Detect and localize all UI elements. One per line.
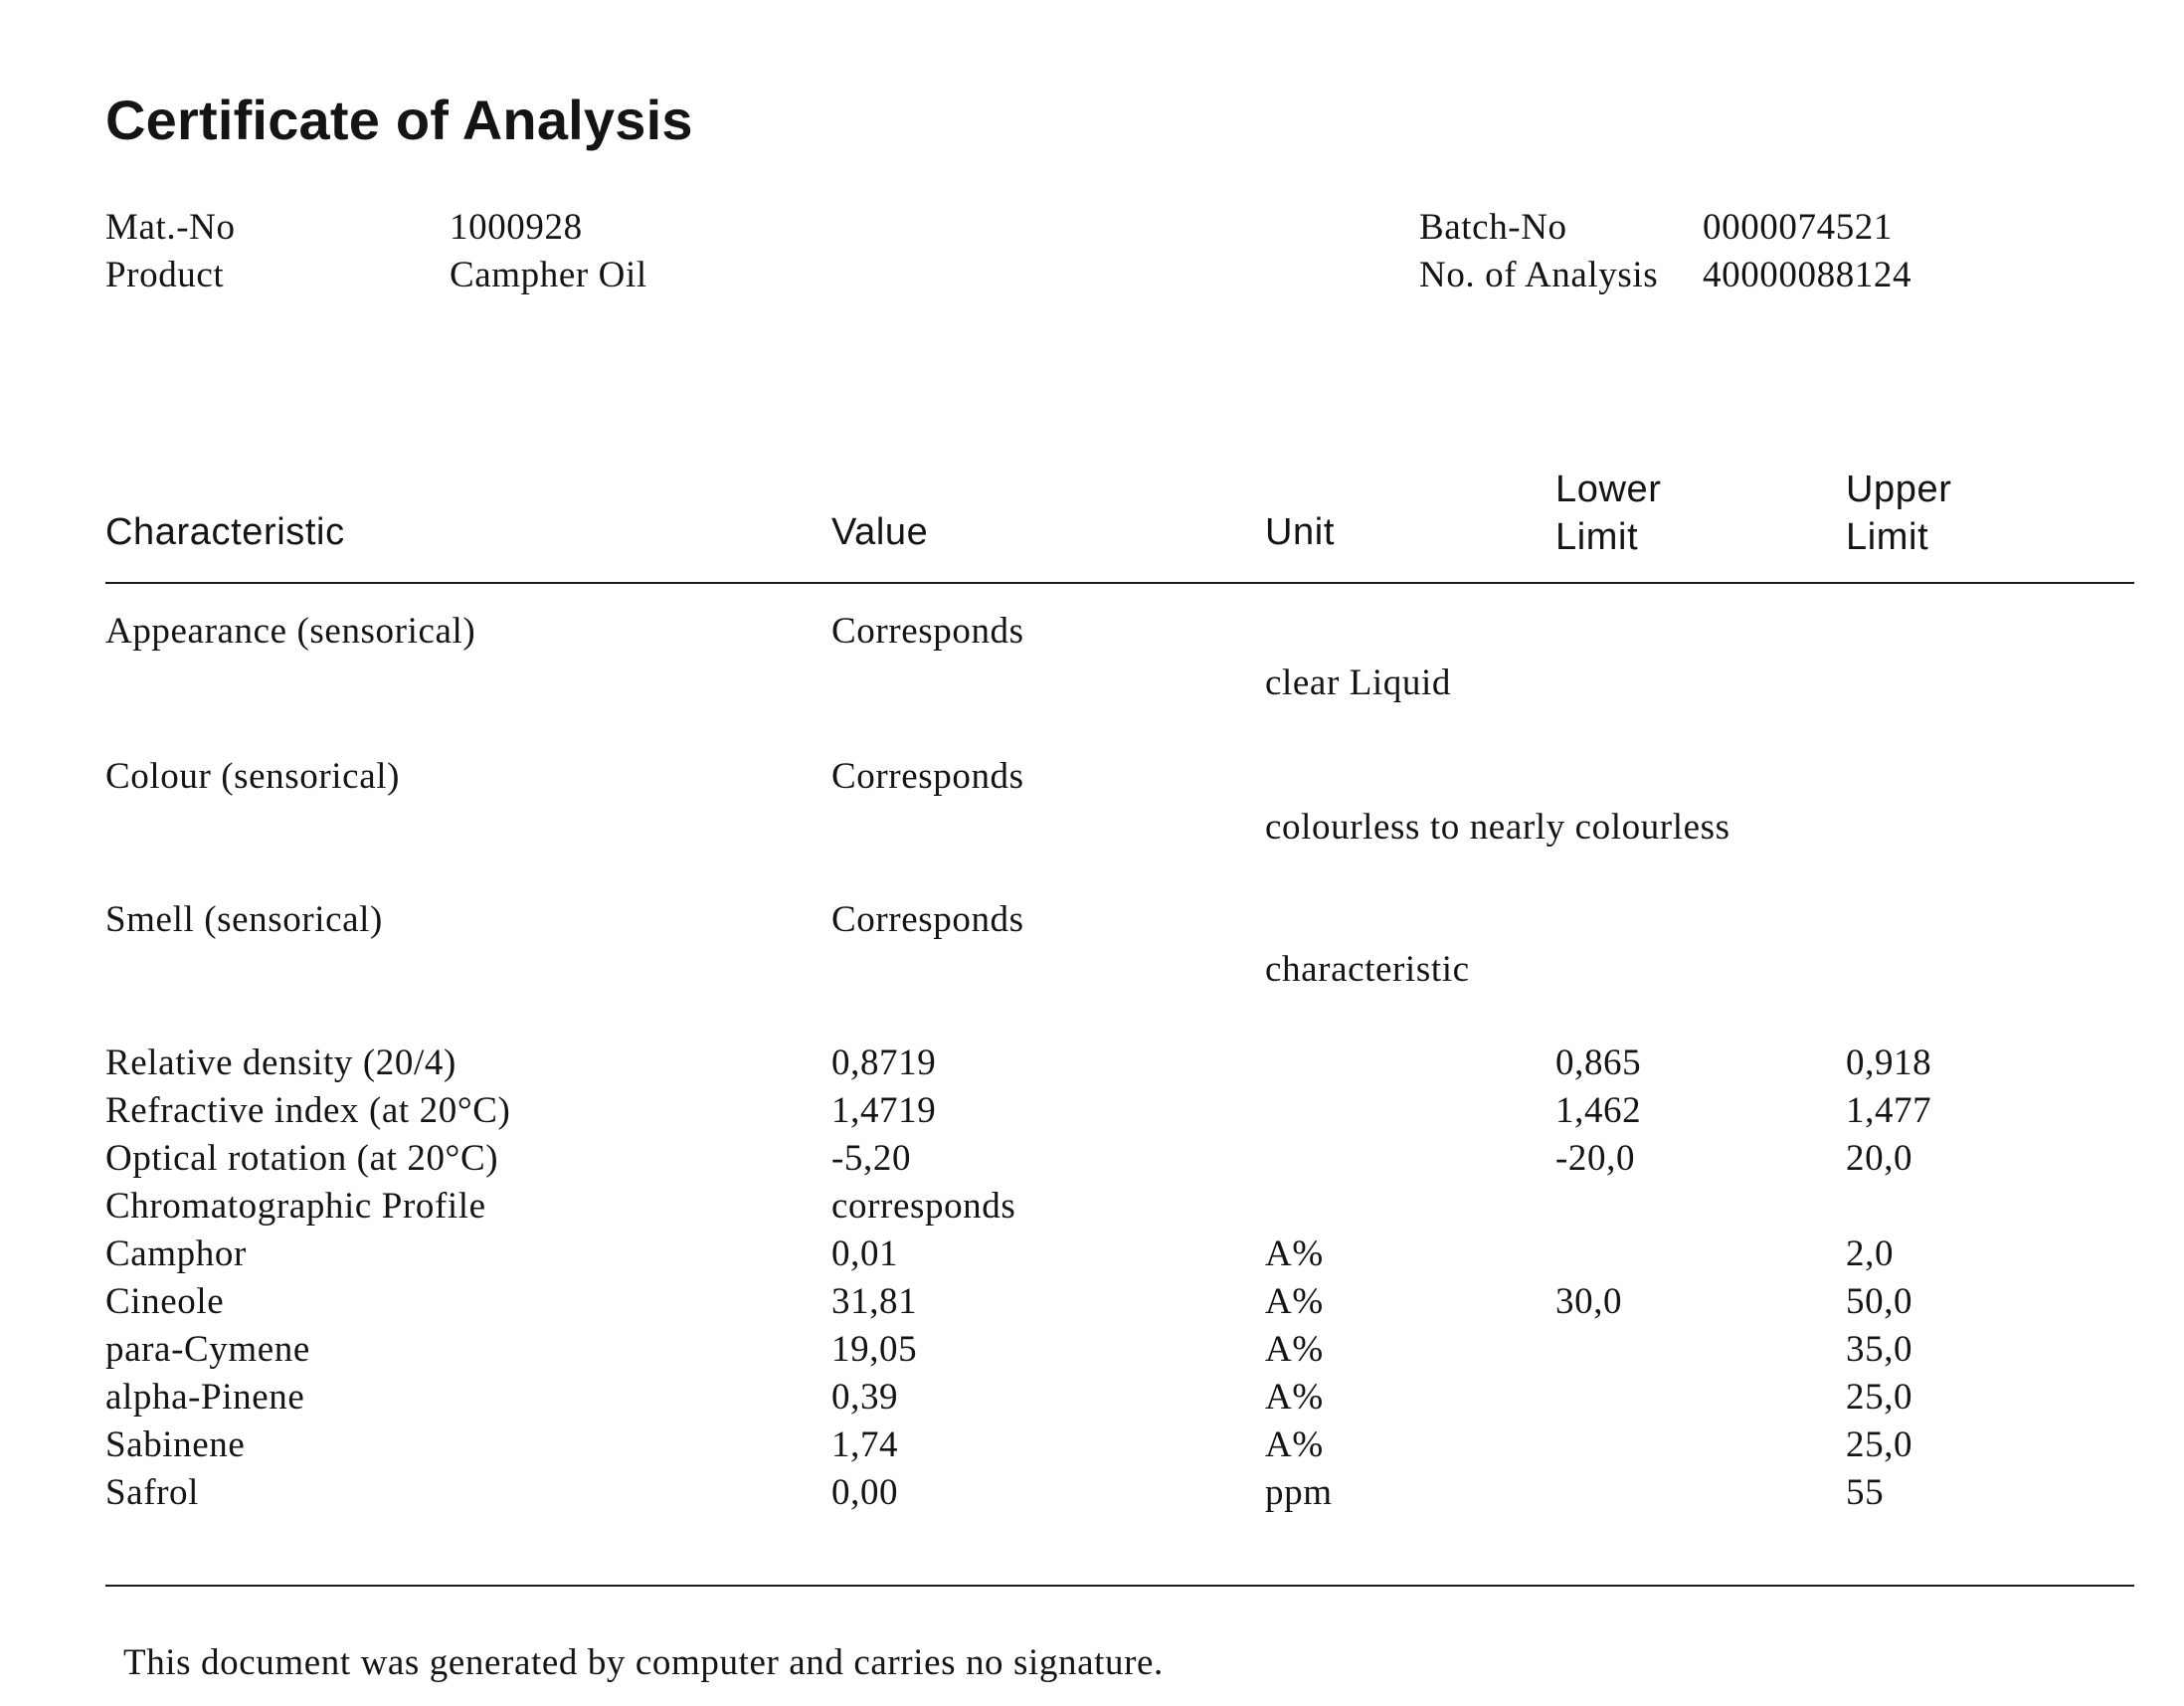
value-cell: Corresponds xyxy=(831,611,1024,652)
characteristic-cell: Camphor xyxy=(105,1233,247,1274)
characteristic-cell: Smell (sensorical) xyxy=(105,899,383,940)
document-title: Certificate of Analysis xyxy=(105,89,693,151)
value-cell: corresponds xyxy=(831,1186,1016,1227)
characteristic-cell: para-Cymene xyxy=(105,1329,310,1370)
header-characteristic: Characteristic xyxy=(105,511,345,553)
value-cell: Corresponds xyxy=(831,899,1024,940)
mat-no-value: 1000928 xyxy=(450,207,583,248)
batch-no-label: Batch-No xyxy=(1419,207,1567,248)
characteristic-cell: Safrol xyxy=(105,1472,200,1513)
product-value: Campher Oil xyxy=(450,255,647,295)
unit-cell: A% xyxy=(1265,1424,1324,1465)
value-cell: Corresponds xyxy=(831,756,1024,797)
characteristic-cell: alpha-Pinene xyxy=(105,1377,305,1418)
unit-cell: A% xyxy=(1265,1329,1324,1370)
unit-cell: A% xyxy=(1265,1377,1324,1418)
value-cell: 1,4719 xyxy=(831,1090,937,1131)
value-cell: 0,01 xyxy=(831,1233,899,1274)
header-upper-limit xyxy=(1846,466,1952,561)
analysis-no-value: 40000088124 xyxy=(1703,255,1912,295)
upper-limit-cell: 20,0 xyxy=(1846,1138,1913,1179)
header-lower-limit xyxy=(1555,466,1662,561)
footer-note: This document was generated by computer and carries no signature. xyxy=(123,1642,1164,1683)
mat-no-label: Mat.-No xyxy=(105,207,236,248)
upper-limit-cell: 2,0 xyxy=(1846,1233,1895,1274)
unit-cell: A% xyxy=(1265,1233,1324,1274)
header-lower-limit-line1: Lower xyxy=(1555,469,1662,510)
characteristic-cell: Colour (sensorical) xyxy=(105,756,401,797)
characteristic-cell: Refractive index (at 20°C) xyxy=(105,1090,511,1131)
header-upper-limit-line1: Upper xyxy=(1846,469,1952,510)
characteristic-cell: Appearance (sensorical) xyxy=(105,611,476,652)
header-value: Value xyxy=(831,511,929,553)
lower-limit-cell: 30,0 xyxy=(1555,1281,1623,1322)
characteristic-cell: Relative density (20/4) xyxy=(105,1043,456,1083)
value-cell: 0,8719 xyxy=(831,1043,937,1083)
batch-no-value: 0000074521 xyxy=(1703,207,1893,248)
unit-cell: A% xyxy=(1265,1281,1324,1322)
value-cell: 31,81 xyxy=(831,1281,918,1322)
header-unit: Unit xyxy=(1265,511,1335,553)
value-cell: 0,00 xyxy=(831,1472,899,1513)
analysis-no-label: No. of Analysis xyxy=(1419,255,1659,295)
header-upper-limit-line2: Limit xyxy=(1846,516,1929,558)
upper-limit-cell: 35,0 xyxy=(1846,1329,1913,1370)
lower-limit-cell: 0,865 xyxy=(1555,1043,1642,1083)
value-cell: 1,74 xyxy=(831,1424,899,1465)
upper-limit-cell: 50,0 xyxy=(1846,1281,1913,1322)
characteristic-cell: Cineole xyxy=(105,1281,225,1322)
value-cell: -5,20 xyxy=(831,1138,912,1179)
unit-cell: ppm xyxy=(1265,1472,1333,1513)
value-cell: 0,39 xyxy=(831,1377,899,1418)
upper-limit-cell: 0,918 xyxy=(1846,1043,1932,1083)
characteristic-cell: Optical rotation (at 20°C) xyxy=(105,1138,499,1179)
header-lower-limit-line2: Limit xyxy=(1555,516,1639,558)
upper-limit-cell: 25,0 xyxy=(1846,1424,1913,1465)
upper-limit-cell: 55 xyxy=(1846,1472,1885,1513)
spec-cell: clear Liquid xyxy=(1265,663,1451,703)
characteristic-cell: Sabinene xyxy=(105,1424,246,1465)
footer-divider xyxy=(105,1585,2134,1587)
lower-limit-cell: -20,0 xyxy=(1555,1138,1636,1179)
upper-limit-cell: 1,477 xyxy=(1846,1090,1932,1131)
header-divider xyxy=(105,582,2134,584)
spec-cell: characteristic xyxy=(1265,949,1470,990)
spec-cell: colourless to nearly colourless xyxy=(1265,807,1730,848)
value-cell: 19,05 xyxy=(831,1329,918,1370)
upper-limit-cell: 25,0 xyxy=(1846,1377,1913,1418)
lower-limit-cell: 1,462 xyxy=(1555,1090,1642,1131)
characteristic-cell: Chromatographic Profile xyxy=(105,1186,486,1227)
product-label: Product xyxy=(105,255,225,295)
